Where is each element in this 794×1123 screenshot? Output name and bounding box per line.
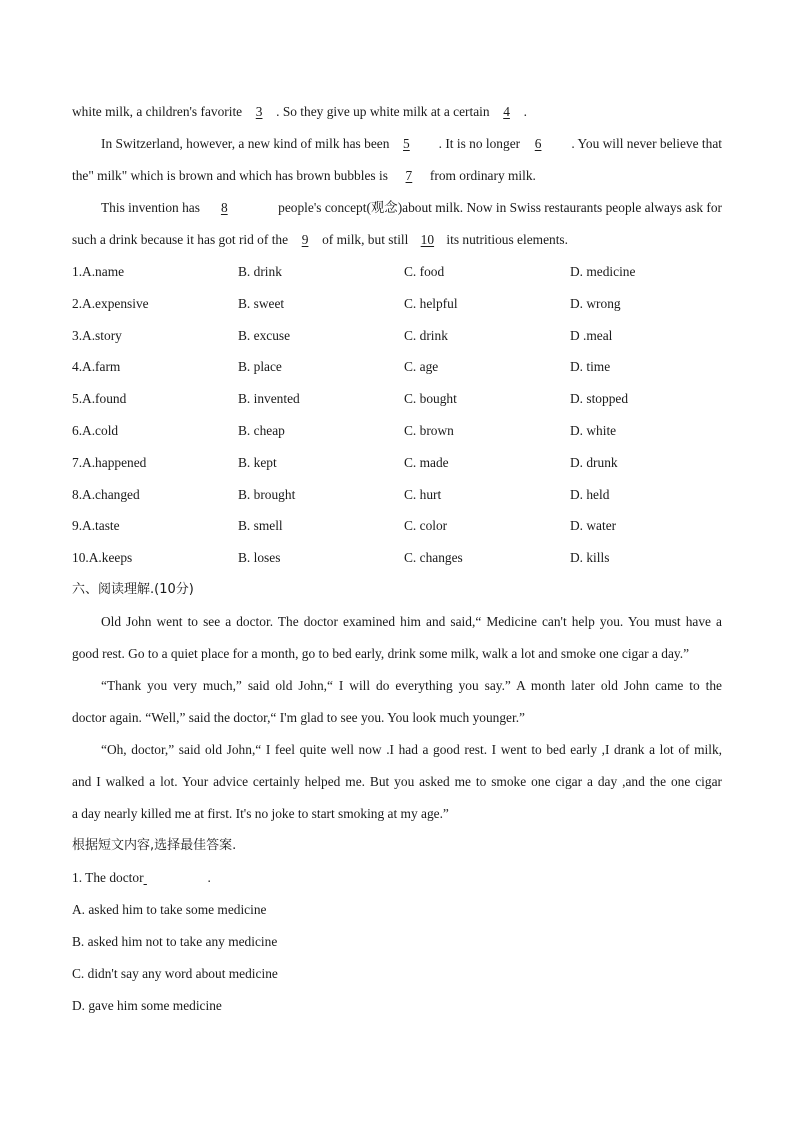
passage-text: . So they give up white milk at a certain	[276, 104, 490, 119]
option-d: D. drunk	[570, 454, 618, 470]
option-b: B. invented	[238, 391, 300, 407]
passage-line	[72, 224, 722, 256]
passage-text: from ordinary milk.	[429, 168, 536, 183]
option-row	[72, 256, 722, 288]
option-d: D. stopped	[570, 391, 629, 407]
option-row	[72, 351, 722, 383]
option-b: B. sweet	[238, 295, 285, 311]
blank-4: 4	[503, 104, 510, 119]
option-b: B. smell	[238, 518, 283, 534]
question-stem	[72, 862, 722, 894]
option-b: B. excuse	[238, 327, 291, 343]
answer-option-c: C. didn't say any word about medicine	[72, 965, 278, 981]
blank-6: 6	[534, 136, 542, 151]
answer-blank	[144, 862, 208, 894]
option-row	[72, 510, 722, 542]
blank-5: 5	[403, 136, 410, 151]
passage-line	[72, 96, 722, 128]
option-row	[72, 447, 722, 479]
option-c: C. made	[404, 454, 449, 470]
reading-paragraph-line: and I walked a lot. Your advice certainly helped me. But you asked me to smoke one cigar a day ,and the one cigar	[72, 773, 722, 789]
question-end: .	[207, 869, 211, 885]
section-title: 六、阅读理解.(10分)	[72, 581, 194, 597]
answer-option-a: A. asked him to take some medicine	[72, 901, 267, 917]
option-a: 10.A.keeps	[72, 550, 133, 566]
cloze-options	[72, 256, 722, 574]
option-b: B. cheap	[238, 422, 285, 438]
option-a: 4.A.farm	[72, 359, 121, 375]
passage-line	[72, 160, 722, 192]
blank-10: 10	[420, 232, 435, 247]
reading-paragraph-line: good rest. Go to a quiet place for a month, go to bed early, drink some milk, walk a lot and smoke one cigar a day.”	[72, 645, 690, 661]
option-c: C. brown	[404, 422, 454, 438]
passage-text: . It is no longer	[438, 136, 521, 151]
passage-text: its nutritious elements.	[446, 232, 568, 247]
reading-paragraph-line: a day nearly killed me at first. It's no joke to start smoking at my age.”	[72, 805, 449, 821]
reading-paragraph-line: Old John went to see a doctor. The doctor examined him and said,“ Medicine can't help you. You must have a	[101, 613, 722, 629]
option-d: D. held	[570, 486, 610, 502]
passage-text: people's concept(观念)about milk. Now in Swiss restaurants people always ask for	[278, 200, 722, 215]
option-d: D. water	[570, 518, 617, 534]
answer-option-b: B. asked him not to take any medicine	[72, 933, 278, 949]
option-d: D. wrong	[570, 295, 621, 311]
passage-text: In Switzerland, however, a new kind of milk has been	[101, 136, 390, 151]
option-a: 7.A.happened	[72, 454, 147, 470]
answer-option-d: D. gave him some medicine	[72, 997, 222, 1013]
option-d: D. time	[570, 359, 611, 375]
option-d: D. medicine	[570, 264, 636, 279]
option-b: B. drink	[238, 264, 282, 279]
option-row	[72, 415, 722, 447]
passage-text: of milk, but still	[322, 232, 409, 247]
passage-text: .	[523, 104, 527, 119]
option-c: C. age	[404, 359, 439, 375]
question-text: 1. The doctor	[72, 869, 144, 885]
exam-page	[72, 96, 722, 1022]
option-c: C. bought	[404, 391, 457, 407]
option-row	[72, 320, 722, 352]
blank-9: 9	[301, 232, 309, 247]
reading-paragraph-line: “Oh, doctor,” said old John,“ I feel quite well now .I had a good rest. I went to bed early ,I drank a lot of milk,	[101, 741, 722, 757]
option-d: D .meal	[570, 327, 613, 343]
option-a: 5.A.found	[72, 391, 127, 407]
passage-text: white milk, a children's favorite	[72, 104, 243, 119]
option-c: C. helpful	[404, 295, 458, 311]
option-c: C. color	[404, 518, 448, 534]
option-c: C. hurt	[404, 486, 442, 502]
passage-line	[72, 192, 722, 224]
passage-text: the" milk" which is brown and which has brown bubbles is	[72, 168, 388, 183]
option-a: 9.A.taste	[72, 518, 120, 534]
option-a: 2.A.expensive	[72, 295, 149, 311]
option-d: D. white	[570, 422, 617, 438]
option-row	[72, 542, 722, 574]
blank-3: 3	[255, 104, 263, 119]
option-b: B. loses	[238, 550, 281, 566]
passage-line	[72, 128, 722, 160]
option-a: 3.A.story	[72, 327, 122, 343]
passage-text: . You will never believe that	[571, 136, 722, 151]
option-row	[72, 383, 722, 415]
option-b: B. brought	[238, 486, 296, 502]
option-b: B. place	[238, 359, 282, 375]
reading-paragraph-line: doctor again. “Well,” said the doctor,“ I'm glad to see you. You look much younger.”	[72, 709, 525, 725]
option-row	[72, 288, 722, 320]
option-b: B. kept	[238, 454, 277, 470]
option-c: C. food	[404, 264, 445, 279]
option-row	[72, 479, 722, 511]
passage-text: This invention has	[101, 200, 200, 215]
option-c: C. drink	[404, 327, 448, 343]
passage-text: such a drink because it has got rid of the	[72, 232, 289, 247]
reading-paragraph-line: “Thank you very much,” said old John,“ I will do everything you say.” A month later old John came to the	[101, 677, 722, 693]
option-c: C. changes	[404, 550, 463, 566]
option-a: 8.A.changed	[72, 486, 140, 502]
blank-8: 8	[220, 200, 228, 215]
option-a: 6.A.cold	[72, 422, 119, 438]
blank-7: 7	[405, 168, 413, 183]
instruction: 根据短文内容,选择最佳答案.	[72, 837, 237, 853]
option-a: 1.A.name	[72, 264, 125, 279]
option-d: D. kills	[570, 550, 610, 566]
